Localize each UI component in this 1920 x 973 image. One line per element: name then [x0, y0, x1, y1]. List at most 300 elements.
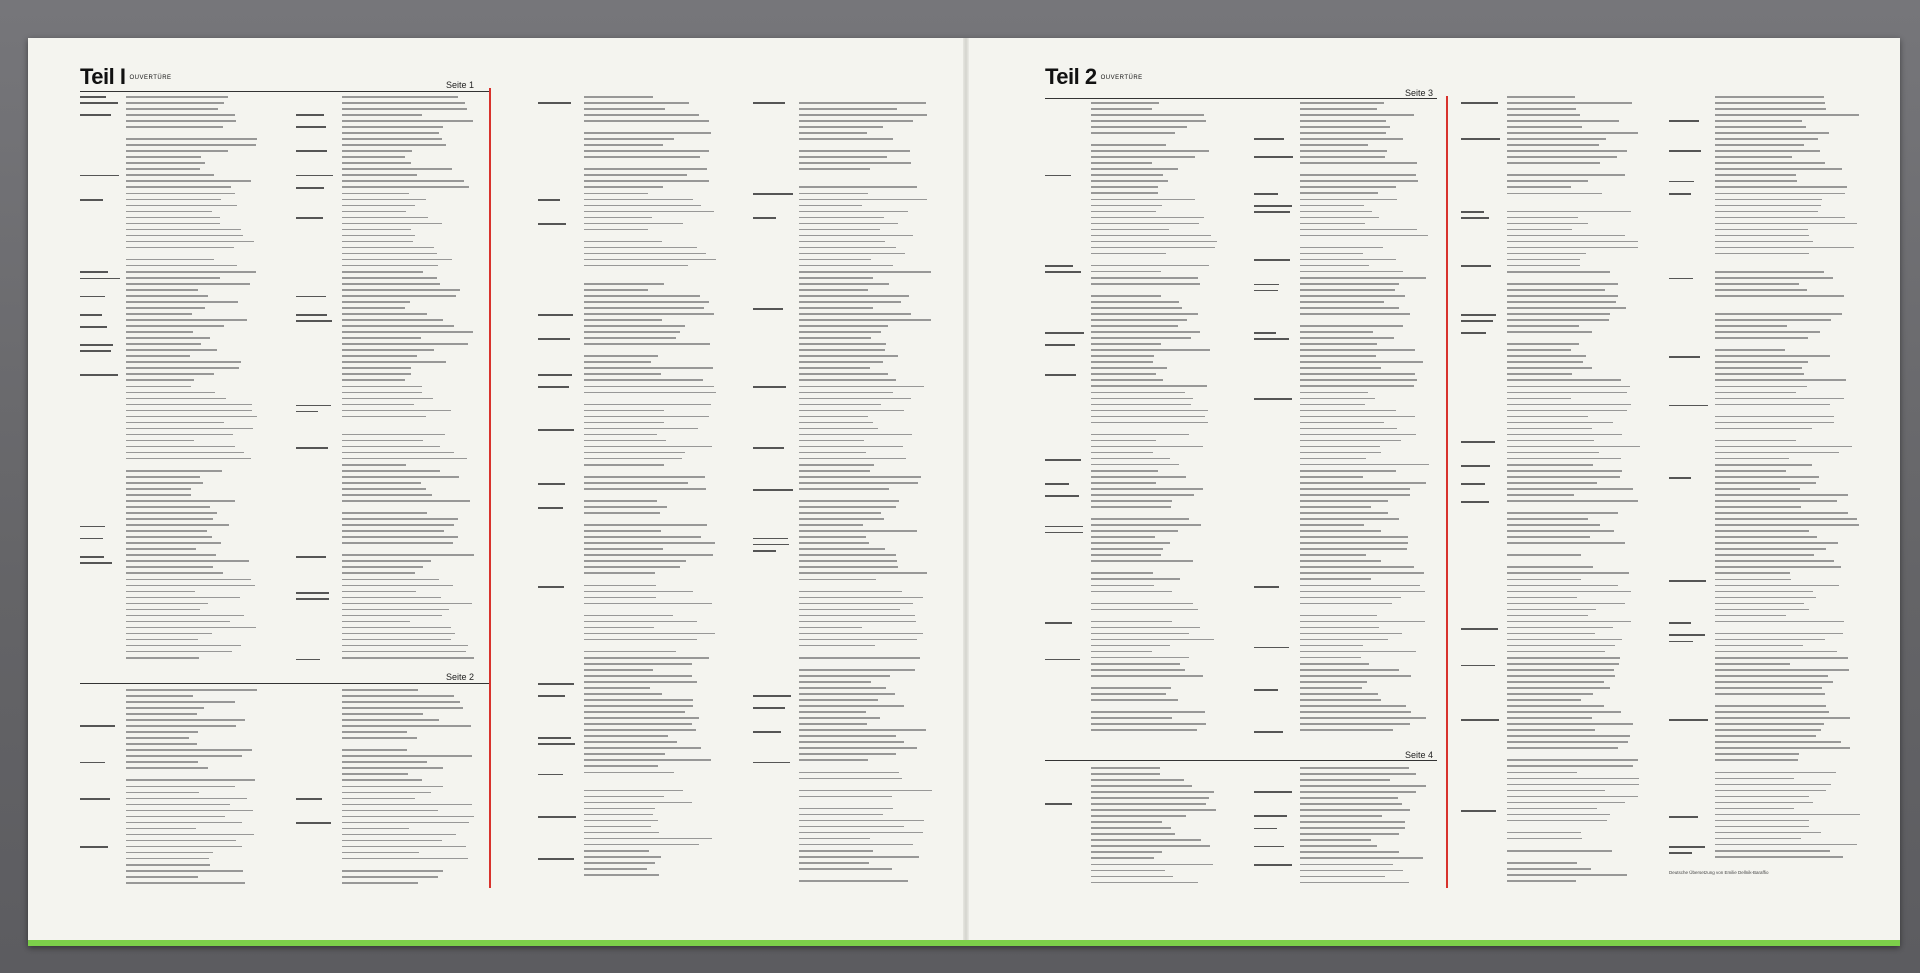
text-column-5b	[1045, 767, 1227, 894]
text-line	[1507, 645, 1615, 647]
text-line	[1715, 802, 1813, 804]
text-line	[799, 386, 924, 388]
speaker-marker	[1461, 102, 1498, 104]
text-line	[584, 301, 709, 303]
text-line	[799, 319, 931, 321]
text-line	[1300, 235, 1428, 237]
text-line	[342, 283, 440, 285]
text-line	[1091, 876, 1173, 878]
text-line	[342, 609, 449, 611]
heading-rule	[80, 91, 490, 92]
text-line	[584, 675, 692, 677]
text-line	[799, 229, 880, 231]
text-line	[1507, 633, 1595, 635]
text-line	[1715, 651, 1837, 653]
speaker-marker	[1045, 459, 1081, 461]
text-line	[342, 852, 419, 854]
text-line	[799, 518, 884, 520]
text-line	[1091, 434, 1189, 436]
text-line	[1300, 470, 1396, 472]
text-line	[799, 331, 881, 333]
text-line	[1715, 223, 1857, 225]
text-line	[1715, 790, 1826, 792]
text-line	[799, 120, 913, 122]
text-line	[1715, 633, 1843, 635]
text-line	[126, 301, 238, 303]
text-line	[342, 162, 411, 164]
part1-subtitle: OUVERTÜRE	[129, 75, 172, 82]
text-line	[126, 548, 196, 550]
text-line	[1715, 747, 1850, 749]
text-line	[1091, 398, 1193, 400]
text-line	[1715, 832, 1821, 834]
text-line	[1715, 217, 1845, 219]
text-line	[1715, 554, 1814, 556]
text-line	[342, 524, 454, 526]
text-line	[342, 858, 468, 860]
text-line	[1715, 705, 1826, 707]
speaker-marker	[538, 774, 563, 776]
text-line	[1507, 295, 1618, 297]
text-line	[799, 138, 893, 140]
text-line	[584, 693, 662, 695]
text-line	[342, 798, 415, 800]
text-line	[1300, 265, 1369, 267]
text-line	[1507, 542, 1625, 544]
speaker-marker	[296, 296, 326, 298]
text-line	[342, 572, 415, 574]
text-line	[799, 862, 869, 864]
text-line	[1091, 657, 1189, 659]
text-line	[126, 211, 212, 213]
speaker-marker	[753, 386, 786, 388]
text-line	[1715, 784, 1831, 786]
speaker-marker	[80, 199, 103, 201]
speaker-marker	[1045, 622, 1072, 624]
text-line	[126, 150, 228, 152]
text-line	[799, 253, 905, 255]
speaker-marker	[296, 411, 318, 413]
text-line	[342, 343, 468, 345]
speaker-marker	[296, 187, 324, 189]
text-line	[342, 512, 427, 514]
text-line	[1300, 645, 1363, 647]
text-line	[1715, 579, 1791, 581]
text-line	[584, 180, 709, 182]
text-line	[1091, 205, 1162, 207]
text-line	[1507, 693, 1593, 695]
text-line	[1715, 162, 1825, 164]
text-line	[342, 560, 431, 562]
text-line	[1507, 180, 1588, 182]
text-line	[1091, 882, 1198, 884]
text-line	[126, 289, 198, 291]
speaker-marker	[1461, 332, 1486, 334]
text-line	[1715, 657, 1848, 659]
text-line	[584, 96, 653, 98]
text-line	[799, 325, 888, 327]
text-line	[799, 597, 923, 599]
text-line	[1507, 482, 1597, 484]
speaker-marker	[1669, 278, 1693, 280]
speaker-marker	[1669, 580, 1706, 582]
speaker-marker	[80, 798, 110, 800]
text-line	[1091, 839, 1201, 841]
text-line	[584, 440, 666, 442]
speaker-marker	[1045, 271, 1081, 273]
text-line	[799, 283, 889, 285]
text-line	[1300, 416, 1415, 418]
text-line	[1091, 192, 1158, 194]
text-line	[799, 301, 901, 303]
text-line	[1507, 132, 1638, 134]
text-line	[1715, 536, 1817, 538]
speaker-marker	[296, 217, 323, 219]
text-line	[1300, 253, 1363, 255]
text-line	[342, 259, 452, 261]
text-line	[799, 591, 902, 593]
text-line	[1507, 874, 1627, 876]
text-line	[584, 735, 668, 737]
text-line	[1507, 156, 1617, 158]
text-line	[126, 512, 217, 514]
text-line	[126, 852, 213, 854]
text-line	[584, 633, 715, 635]
text-line	[126, 689, 257, 691]
text-line	[1300, 542, 1408, 544]
text-line	[799, 168, 870, 170]
text-line	[584, 627, 654, 629]
text-line	[1300, 120, 1386, 122]
text-line	[799, 778, 902, 780]
text-line	[1507, 283, 1618, 285]
text-line	[799, 735, 896, 737]
text-line	[1091, 367, 1167, 369]
text-line	[1091, 791, 1214, 793]
speaker-marker	[1669, 852, 1692, 854]
text-line	[584, 150, 709, 152]
text-line	[584, 723, 692, 725]
text-line	[126, 193, 235, 195]
text-line	[342, 205, 415, 207]
text-line	[1300, 621, 1425, 623]
text-line	[1091, 470, 1158, 472]
text-line	[342, 277, 437, 279]
text-line	[1715, 560, 1834, 562]
text-line	[799, 289, 868, 291]
text-line	[1091, 500, 1172, 502]
text-line	[1300, 657, 1361, 659]
text-line	[1091, 379, 1163, 381]
text-line	[1091, 857, 1154, 859]
text-line	[126, 186, 231, 188]
text-line	[1715, 386, 1807, 388]
text-line	[1300, 458, 1366, 460]
text-line	[342, 621, 410, 623]
text-line	[1091, 809, 1216, 811]
speaker-marker	[1669, 150, 1701, 152]
text-line	[1715, 289, 1807, 291]
text-line	[799, 373, 888, 375]
text-line	[126, 313, 192, 315]
text-line	[1300, 211, 1372, 213]
text-line	[1715, 404, 1830, 406]
text-line	[1715, 422, 1834, 424]
text-line	[1091, 476, 1186, 478]
text-line	[1715, 512, 1848, 514]
text-line	[1507, 729, 1595, 731]
text-line	[342, 494, 432, 496]
text-line	[1507, 639, 1622, 641]
speaker-marker	[538, 743, 575, 745]
text-line	[1300, 434, 1416, 436]
text-line	[342, 779, 422, 781]
text-line	[799, 361, 883, 363]
text-line	[1715, 446, 1852, 448]
text-line	[584, 132, 711, 134]
text-line	[584, 591, 693, 593]
text-line	[126, 482, 203, 484]
text-line	[1091, 271, 1161, 273]
text-line	[584, 386, 714, 388]
text-line	[1091, 542, 1170, 544]
text-line	[126, 882, 245, 884]
text-line	[1715, 277, 1833, 279]
text-line	[126, 536, 212, 538]
text-line	[342, 870, 443, 872]
text-line	[1715, 355, 1830, 357]
text-line	[584, 205, 701, 207]
text-line	[1715, 283, 1799, 285]
text-line	[1091, 767, 1160, 769]
text-line	[126, 217, 220, 219]
text-line	[1300, 355, 1376, 357]
text-line	[1091, 186, 1158, 188]
speaker-marker	[1254, 689, 1278, 691]
text-line	[1300, 289, 1395, 291]
speaker-marker	[1461, 483, 1485, 485]
text-line	[584, 844, 699, 846]
text-line	[126, 603, 208, 605]
text-line	[799, 759, 868, 761]
side4-rule	[1045, 760, 1437, 761]
text-line	[1715, 844, 1857, 846]
text-line	[1091, 349, 1210, 351]
text-line	[342, 367, 411, 369]
speaker-marker	[80, 538, 103, 540]
text-line	[1507, 343, 1579, 345]
text-line	[342, 156, 405, 158]
text-line	[1715, 675, 1828, 677]
text-line	[342, 410, 451, 412]
text-line	[1300, 681, 1367, 683]
text-line	[1715, 663, 1790, 665]
text-line	[126, 126, 223, 128]
text-line	[1507, 446, 1640, 448]
speaker-marker	[80, 725, 115, 727]
text-line	[799, 741, 904, 743]
left-page	[28, 38, 963, 940]
speaker-marker	[1254, 864, 1292, 866]
text-line	[584, 500, 657, 502]
text-line	[1507, 211, 1631, 213]
speaker-marker	[1669, 622, 1691, 624]
text-line	[126, 804, 230, 806]
speaker-marker	[538, 223, 566, 225]
text-line	[1300, 247, 1383, 249]
text-line	[1300, 313, 1410, 315]
text-line	[584, 229, 648, 231]
text-line	[342, 773, 408, 775]
text-line	[584, 711, 685, 713]
text-line	[584, 747, 701, 749]
speaker-marker	[296, 150, 327, 152]
text-line	[1507, 416, 1588, 418]
text-line	[1507, 235, 1625, 237]
text-line	[1715, 826, 1809, 828]
text-line	[1300, 126, 1390, 128]
text-line	[1715, 464, 1812, 466]
text-line	[126, 180, 251, 182]
side3-label: Seite 3	[1405, 88, 1434, 98]
text-line	[584, 717, 699, 719]
text-line	[126, 840, 236, 842]
text-line	[1715, 548, 1826, 550]
text-line	[342, 446, 440, 448]
text-line	[1507, 735, 1630, 737]
text-line	[342, 349, 434, 351]
text-line	[342, 627, 451, 629]
text-line	[1507, 669, 1614, 671]
text-line	[1715, 482, 1816, 484]
text-line	[1507, 603, 1625, 605]
text-line	[1715, 174, 1796, 176]
speaker-marker	[80, 556, 104, 558]
text-line	[1507, 705, 1604, 707]
text-line	[799, 349, 885, 351]
text-line	[126, 870, 243, 872]
speaker-marker	[1254, 586, 1279, 588]
text-line	[584, 741, 677, 743]
speaker-marker	[1254, 259, 1290, 261]
speaker-marker	[1254, 647, 1289, 649]
speaker-marker	[296, 175, 333, 177]
text-line	[342, 452, 454, 454]
text-line	[126, 786, 235, 788]
text-line	[342, 603, 472, 605]
text-line	[126, 627, 256, 629]
text-line	[126, 566, 213, 568]
text-line	[1091, 651, 1152, 653]
text-line	[1715, 295, 1844, 297]
text-line	[126, 621, 230, 623]
text-line	[342, 876, 438, 878]
text-line	[584, 373, 661, 375]
text-line	[1300, 331, 1373, 333]
text-line	[799, 108, 897, 110]
speaker-marker	[538, 737, 571, 739]
text-line	[1715, 524, 1859, 526]
text-line	[342, 689, 418, 691]
text-line	[126, 615, 244, 617]
text-line	[342, 96, 458, 98]
text-line	[799, 132, 867, 134]
text-line	[1300, 138, 1403, 140]
text-line	[1715, 114, 1859, 116]
text-line	[1507, 554, 1581, 556]
text-line	[1300, 392, 1368, 394]
speaker-marker	[296, 592, 329, 594]
text-line	[126, 645, 241, 647]
text-line	[1300, 864, 1393, 866]
text-line	[342, 114, 422, 116]
speaker-marker	[753, 308, 783, 310]
text-line	[342, 331, 473, 333]
text-line	[342, 217, 428, 219]
text-line	[799, 844, 913, 846]
speaker-marker	[80, 350, 111, 352]
text-line	[1715, 530, 1809, 532]
text-line	[1507, 723, 1633, 725]
text-line	[799, 687, 886, 689]
speaker-marker	[753, 762, 790, 764]
speaker-marker	[296, 405, 331, 407]
text-line	[799, 392, 893, 394]
text-column-4	[753, 96, 939, 894]
text-line	[584, 621, 697, 623]
text-line	[342, 361, 446, 363]
text-line	[584, 868, 647, 870]
speaker-marker	[753, 447, 784, 449]
text-line	[1300, 578, 1371, 580]
text-line	[799, 572, 927, 574]
side2-rule	[80, 683, 490, 684]
text-line	[126, 138, 257, 140]
text-line	[799, 603, 913, 605]
text-line	[799, 337, 871, 339]
text-line	[342, 301, 410, 303]
text-line	[1507, 784, 1639, 786]
text-line	[1091, 283, 1200, 285]
text-line	[1091, 870, 1165, 872]
text-line	[584, 404, 711, 406]
text-line	[342, 731, 407, 733]
text-line	[799, 868, 892, 870]
text-line	[126, 579, 251, 581]
text-line	[1300, 422, 1384, 424]
text-line	[799, 488, 889, 490]
text-line	[342, 440, 423, 442]
text-line	[1091, 307, 1182, 309]
text-line	[1715, 542, 1838, 544]
text-line	[126, 265, 237, 267]
speaker-marker	[296, 114, 324, 116]
text-line	[126, 452, 244, 454]
text-line	[584, 392, 716, 394]
text-line	[799, 615, 915, 617]
text-line	[342, 458, 467, 460]
text-line	[584, 217, 652, 219]
text-line	[584, 241, 662, 243]
speaker-marker	[538, 102, 571, 104]
text-line	[1507, 434, 1622, 436]
text-line	[584, 120, 709, 122]
text-line	[584, 862, 655, 864]
part1-title: Teil I	[80, 64, 126, 89]
text-line	[342, 271, 423, 273]
text-line	[126, 367, 239, 369]
text-line	[799, 114, 927, 116]
